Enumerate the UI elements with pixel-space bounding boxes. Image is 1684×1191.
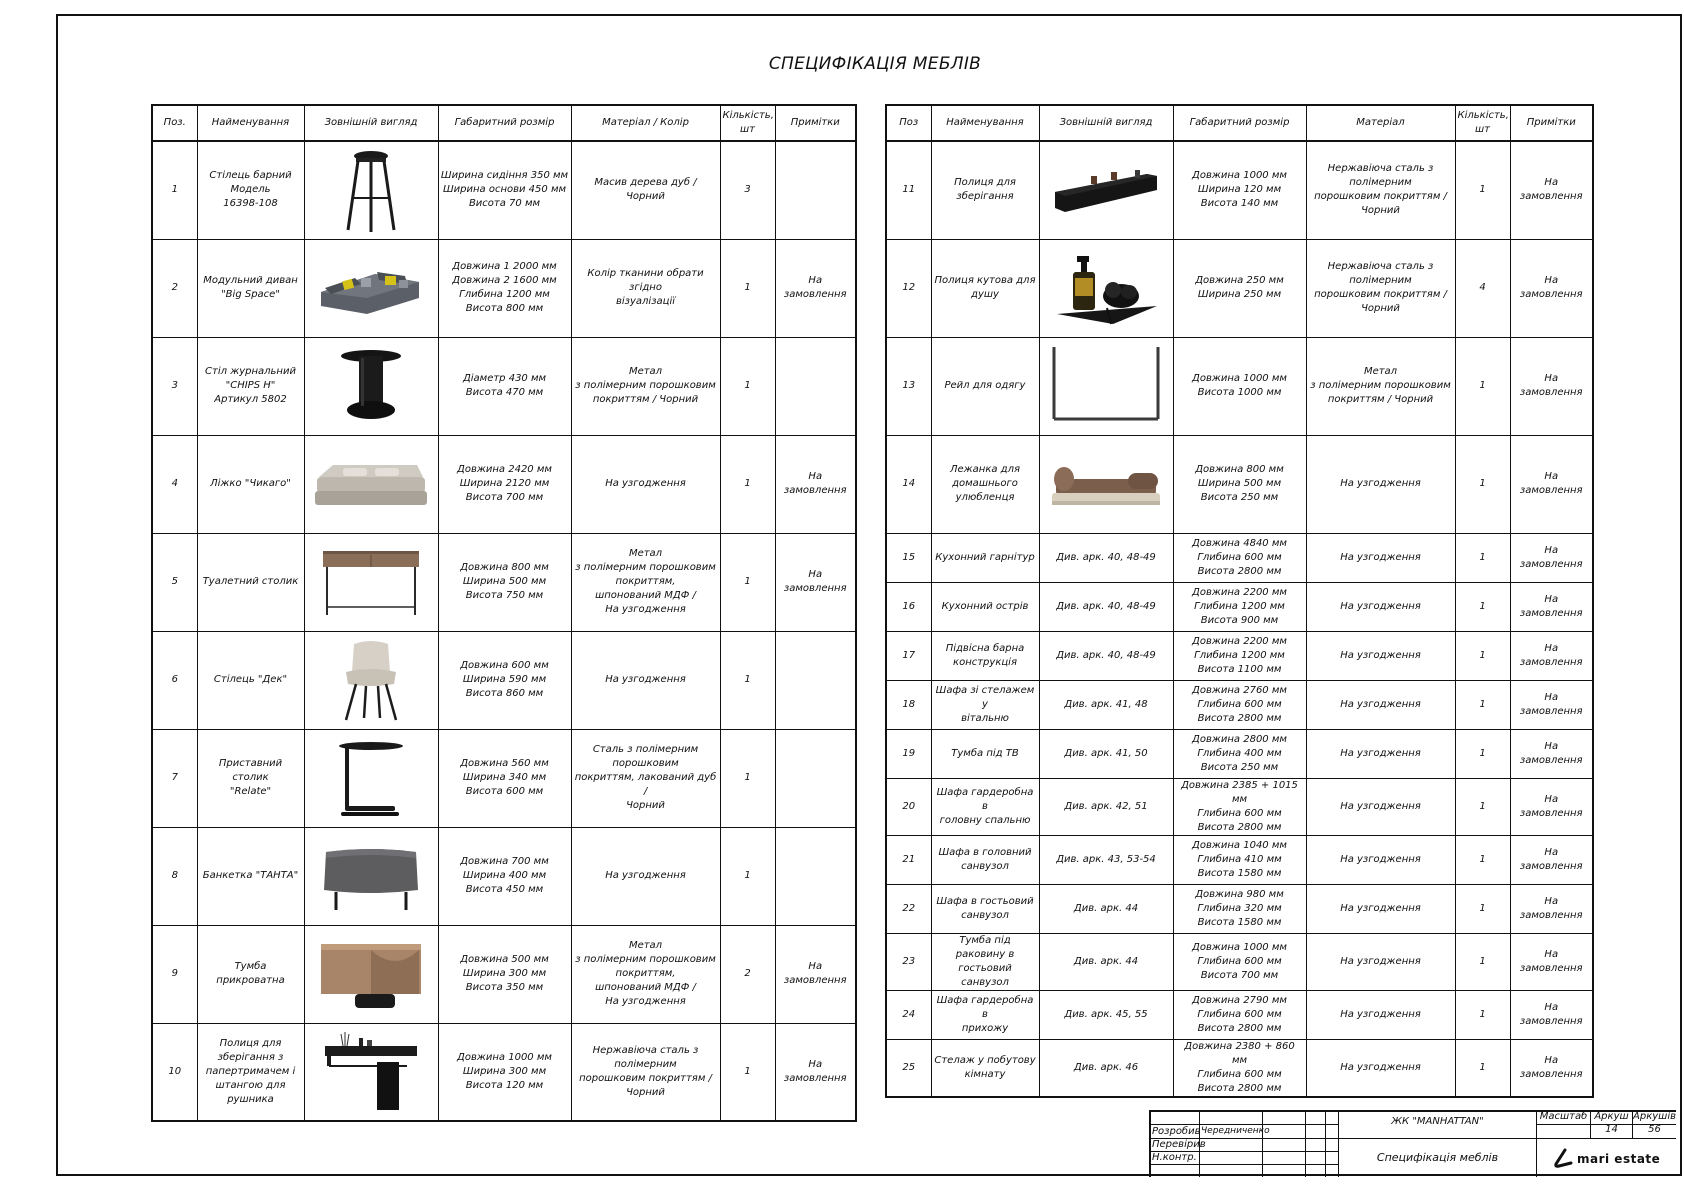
table-row — [152, 827, 856, 925]
column-header: Поз. — [152, 105, 197, 141]
drawing-title: Специфікація меблів — [1376, 1151, 1499, 1164]
column-header: Матеріал — [1306, 105, 1455, 141]
item-dimensions: Довжина 2200 мм Глибина 1200 мм Висота 900 мм — [1173, 582, 1306, 631]
item-dimensions: Довжина 2420 мм Ширина 2120 мм Висота 700 мм — [438, 435, 571, 533]
role-checker: Перевірив — [1152, 1139, 1206, 1150]
table-row — [886, 778, 1593, 835]
bench-illustration — [307, 840, 436, 912]
item-quantity: 1 — [720, 631, 775, 729]
item-material: На узгодження — [1306, 582, 1455, 631]
item-name: Тумба під раковину в гостьовий санвузол — [931, 933, 1039, 990]
chair-illustration — [307, 638, 436, 722]
table-row — [886, 533, 1593, 582]
item-material: На узгодження — [1306, 729, 1455, 778]
table-row — [886, 337, 1593, 435]
column-header: Кількість, шт — [1455, 105, 1510, 141]
item-name: Кухонний острів — [931, 582, 1039, 631]
table-row — [886, 631, 1593, 680]
item-material: Колір тканини обрати згідно візуалізації — [571, 239, 720, 337]
item-note — [775, 141, 856, 239]
item-image — [304, 827, 438, 925]
title-block — [1149, 1110, 1676, 1177]
item-quantity: 1 — [720, 239, 775, 337]
item-quantity: 1 — [720, 1023, 775, 1121]
item-image — [304, 533, 438, 631]
item-note: На замовлення — [1510, 778, 1593, 835]
item-note: На замовлення — [1510, 141, 1593, 239]
item-note: На замовлення — [1510, 533, 1593, 582]
item-quantity: 1 — [1455, 582, 1510, 631]
table-row — [886, 729, 1593, 778]
column-header: Габаритний розмір — [438, 105, 571, 141]
item-view-reference: Див. арк. 41, 50 — [1039, 729, 1173, 778]
row-position: 18 — [886, 680, 931, 729]
table-row — [886, 933, 1593, 990]
table-row — [152, 1023, 856, 1121]
item-dimensions: Довжина 2760 мм Глибина 600 мм Висота 2800 мм — [1173, 680, 1306, 729]
item-quantity: 1 — [1455, 141, 1510, 239]
row-position: 17 — [886, 631, 931, 680]
item-note: На замовлення — [1510, 680, 1593, 729]
item-view-reference: Див. арк. 46 — [1039, 1039, 1173, 1097]
project-name: ЖК "MANHATTAN" — [1391, 1116, 1484, 1127]
item-quantity: 1 — [720, 827, 775, 925]
item-material: На узгодження — [1306, 1039, 1455, 1097]
row-position: 16 — [886, 582, 931, 631]
item-note: На замовлення — [1510, 337, 1593, 435]
item-note — [775, 337, 856, 435]
item-note: На замовлення — [1510, 835, 1593, 884]
item-material: Метал з полімерним порошковим покриттям, шпонований МДФ / На узгодження — [571, 533, 720, 631]
sheet-number: 14 — [1605, 1124, 1618, 1135]
column-header: Примітки — [775, 105, 856, 141]
side-table-illustration — [307, 738, 436, 818]
row-position: 20 — [886, 778, 931, 835]
item-dimensions: Довжина 980 мм Глибина 320 мм Висота 1580 мм — [1173, 884, 1306, 933]
item-quantity: 1 — [720, 435, 775, 533]
item-view-reference: Див. арк. 42, 51 — [1039, 778, 1173, 835]
row-position: 5 — [152, 533, 197, 631]
item-dimensions: Довжина 1 2000 мм Довжина 2 1600 мм Глибина 1200 мм Висота 800 мм — [438, 239, 571, 337]
item-material: На узгодження — [1306, 835, 1455, 884]
table-row — [886, 435, 1593, 533]
item-material: На узгодження — [571, 435, 720, 533]
item-name: Шафа зі стелажем у вітальню — [931, 680, 1039, 729]
item-dimensions: Ширина сидіння 350 мм Ширина основи 450 мм Висота 70 мм — [438, 141, 571, 239]
row-position: 2 — [152, 239, 197, 337]
item-quantity: 1 — [1455, 729, 1510, 778]
pet-bed-illustration — [1042, 459, 1171, 509]
row-position: 24 — [886, 990, 931, 1039]
item-quantity: 1 — [1455, 680, 1510, 729]
item-material: На узгодження — [1306, 631, 1455, 680]
column-header: Поз — [886, 105, 931, 141]
item-name: Модульний диван "Big Space" — [197, 239, 304, 337]
item-note: На замовлення — [1510, 582, 1593, 631]
item-material: На узгодження — [1306, 990, 1455, 1039]
item-quantity: 1 — [1455, 835, 1510, 884]
item-quantity: 1 — [1455, 435, 1510, 533]
row-position: 1 — [152, 141, 197, 239]
item-note: На замовлення — [1510, 631, 1593, 680]
item-name: Ліжко "Чикаго" — [197, 435, 304, 533]
item-name: Приставний столик "Relate" — [197, 729, 304, 827]
table-row — [152, 533, 856, 631]
row-position: 25 — [886, 1039, 931, 1097]
column-header: Кількість, шт — [720, 105, 775, 141]
item-note: На замовлення — [775, 533, 856, 631]
column-header: Найменування — [197, 105, 304, 141]
item-quantity: 4 — [1455, 239, 1510, 337]
item-dimensions: Довжина 1040 мм Глибина 410 мм Висота 1580 мм — [1173, 835, 1306, 884]
item-view-reference: Див. арк. 45, 55 — [1039, 990, 1173, 1039]
item-quantity: 1 — [720, 533, 775, 631]
item-note: На замовлення — [1510, 239, 1593, 337]
item-material: Метал з полімерним порошковим покриттям, шпонований МДФ / На узгодження — [571, 925, 720, 1023]
table-row — [886, 884, 1593, 933]
row-position: 3 — [152, 337, 197, 435]
item-note: На замовлення — [775, 1023, 856, 1121]
row-position: 21 — [886, 835, 931, 884]
item-material: Нержавіюча сталь з полімерним порошковим покриттям / Чорний — [1306, 141, 1455, 239]
row-position: 23 — [886, 933, 931, 990]
nightstand-illustration — [307, 936, 436, 1012]
item-material: Нержавіюча сталь з полімерним порошковим покриттям / Чорний — [571, 1023, 720, 1121]
row-position: 15 — [886, 533, 931, 582]
item-dimensions: Довжина 250 мм Ширина 250 мм — [1173, 239, 1306, 337]
row-position: 13 — [886, 337, 931, 435]
row-position: 8 — [152, 827, 197, 925]
item-quantity: 1 — [1455, 933, 1510, 990]
item-dimensions: Довжина 700 мм Ширина 400 мм Висота 450 мм — [438, 827, 571, 925]
row-position: 11 — [886, 141, 931, 239]
item-material: На узгодження — [1306, 933, 1455, 990]
table-row — [886, 239, 1593, 337]
item-note: На замовлення — [775, 925, 856, 1023]
row-position: 12 — [886, 239, 931, 337]
item-image — [304, 1023, 438, 1121]
item-image — [304, 141, 438, 239]
item-name: Банкетка "ТАНТА" — [197, 827, 304, 925]
furniture-spec-table-left — [151, 104, 857, 1122]
page-title: СПЕЦИФІКАЦІЯ МЕБЛІВ — [768, 54, 982, 74]
coffee-table-illustration — [307, 348, 436, 424]
item-material: Метал з полімерним порошковим покриттям / Чорний — [1306, 337, 1455, 435]
scale-label: Масштаб — [1539, 1111, 1588, 1122]
item-note — [775, 729, 856, 827]
item-dimensions: Довжина 1000 мм Ширина 300 мм Висота 120 мм — [438, 1023, 571, 1121]
item-dimensions: Довжина 800 мм Ширина 500 мм Висота 750 мм — [438, 533, 571, 631]
item-material: На узгодження — [1306, 778, 1455, 835]
item-image — [304, 729, 438, 827]
item-name: Кухонний гарнітур — [931, 533, 1039, 582]
item-view-reference: Див. арк. 40, 48-49 — [1039, 631, 1173, 680]
item-name: Полиця для зберігання — [931, 141, 1039, 239]
table-row — [152, 631, 856, 729]
item-material: На узгодження — [1306, 533, 1455, 582]
item-quantity: 1 — [1455, 631, 1510, 680]
item-note: На замовлення — [1510, 990, 1593, 1039]
item-note — [775, 631, 856, 729]
item-quantity: 1 — [720, 337, 775, 435]
item-material: На узгодження — [571, 631, 720, 729]
item-name: Тумба під ТВ — [931, 729, 1039, 778]
item-quantity: 1 — [1455, 1039, 1510, 1097]
logo-icon — [1551, 1148, 1575, 1170]
sheets-total: 56 — [1648, 1124, 1661, 1135]
item-view-reference: Див. арк. 40, 48-49 — [1039, 533, 1173, 582]
table-row — [152, 141, 856, 239]
clothes-rail-illustration — [1042, 343, 1171, 429]
item-material: Сталь з полімерним порошковим покриттям, лакований дуб / Чорний — [571, 729, 720, 827]
item-name: Стелаж у побутову кімнату — [931, 1039, 1039, 1097]
item-quantity: 1 — [1455, 884, 1510, 933]
table-row — [886, 990, 1593, 1039]
item-dimensions: Довжина 1000 мм Висота 1000 мм — [1173, 337, 1306, 435]
table-row — [886, 1039, 1593, 1097]
table-row — [152, 729, 856, 827]
item-image — [304, 435, 438, 533]
table-row — [886, 141, 1593, 239]
row-position: 22 — [886, 884, 931, 933]
table-row — [152, 435, 856, 533]
item-dimensions: Довжина 2200 мм Глибина 1200 мм Висота 1100 мм — [1173, 631, 1306, 680]
table-row — [152, 239, 856, 337]
item-note: На замовлення — [1510, 884, 1593, 933]
corner-shelf-illustration — [1042, 248, 1171, 328]
item-name: Шафа гардеробна в головну спальню — [931, 778, 1039, 835]
sheets-label: Аркушів — [1633, 1111, 1676, 1122]
item-image — [304, 631, 438, 729]
wall-shelf-illustration — [1042, 162, 1171, 218]
item-dimensions: Довжина 800 мм Ширина 500 мм Висота 250 мм — [1173, 435, 1306, 533]
item-image — [304, 239, 438, 337]
item-quantity: 1 — [1455, 337, 1510, 435]
item-material: Масив дерева дуб / Чорний — [571, 141, 720, 239]
row-position: 4 — [152, 435, 197, 533]
item-quantity: 1 — [1455, 533, 1510, 582]
modular-sofa-illustration — [307, 258, 436, 318]
column-header: Примітки — [1510, 105, 1593, 141]
item-dimensions: Довжина 2385 + 1015 мм Глибина 600 мм Висота 2800 мм — [1173, 778, 1306, 835]
item-note: На замовлення — [1510, 729, 1593, 778]
table-row — [886, 835, 1593, 884]
role-norm-control: Н.контр. — [1152, 1152, 1197, 1163]
item-note: На замовлення — [775, 435, 856, 533]
item-dimensions: Довжина 2800 мм Глибина 400 мм Висота 250 мм — [1173, 729, 1306, 778]
item-dimensions: Довжина 1000 мм Ширина 120 мм Висота 140 мм — [1173, 141, 1306, 239]
item-name: Туалетний столик — [197, 533, 304, 631]
item-dimensions: Довжина 2380 + 860 мм Глибина 600 мм Висота 2800 мм — [1173, 1039, 1306, 1097]
item-name: Стілець "Дек" — [197, 631, 304, 729]
column-header: Зовнішній вигляд — [1039, 105, 1173, 141]
item-image — [304, 925, 438, 1023]
item-view-reference: Див. арк. 41, 48 — [1039, 680, 1173, 729]
item-name: Лежанка для домашнього улюбленця — [931, 435, 1039, 533]
storage-shelf-towel-illustration — [307, 1032, 436, 1112]
furniture-spec-table-right — [885, 104, 1594, 1098]
item-dimensions: Діаметр 430 мм Висота 470 мм — [438, 337, 571, 435]
item-name: Шафа в гостьовий санвузол — [931, 884, 1039, 933]
column-header: Зовнішній вигляд — [304, 105, 438, 141]
sheet-label: Аркуш — [1594, 1111, 1629, 1122]
item-name: Підвісна барна конструкція — [931, 631, 1039, 680]
row-position: 6 — [152, 631, 197, 729]
item-name: Шафа в головний санвузол — [931, 835, 1039, 884]
item-quantity: 3 — [720, 141, 775, 239]
item-note: На замовлення — [1510, 933, 1593, 990]
item-view-reference: Див. арк. 44 — [1039, 884, 1173, 933]
item-image — [1039, 337, 1173, 435]
item-note: На замовлення — [775, 239, 856, 337]
item-image — [1039, 239, 1173, 337]
item-quantity: 1 — [1455, 778, 1510, 835]
item-view-reference: Див. арк. 43, 53-54 — [1039, 835, 1173, 884]
column-header: Найменування — [931, 105, 1039, 141]
item-name: Полиця для зберігання з папертримачем і штангою для рушника — [197, 1023, 304, 1121]
item-name: Рейл для одягу — [931, 337, 1039, 435]
item-quantity: 1 — [720, 729, 775, 827]
item-dimensions: Довжина 2790 мм Глибина 600 мм Висота 2800 мм — [1173, 990, 1306, 1039]
item-quantity: 2 — [720, 925, 775, 1023]
item-quantity: 1 — [1455, 990, 1510, 1039]
row-position: 7 — [152, 729, 197, 827]
item-name: Стілець барний Модель 16398-108 — [197, 141, 304, 239]
item-material: На узгодження — [571, 827, 720, 925]
table-row — [886, 582, 1593, 631]
table-row — [152, 925, 856, 1023]
item-material: Нержавіюча сталь з полімерним порошковим покриттям / Чорний — [1306, 239, 1455, 337]
item-name: Стіл журнальний "CHIPS H" Артикул 5802 — [197, 337, 304, 435]
item-name: Полиця кутова для душу — [931, 239, 1039, 337]
item-material: На узгодження — [1306, 680, 1455, 729]
bar-stool-illustration — [307, 148, 436, 232]
item-note: На замовлення — [1510, 1039, 1593, 1097]
developer-name: Чередниченко — [1201, 1126, 1270, 1136]
item-dimensions: Довжина 1000 мм Глибина 600 мм Висота 700 мм — [1173, 933, 1306, 990]
item-view-reference: Див. арк. 44 — [1039, 933, 1173, 990]
item-note — [775, 827, 856, 925]
item-name: Шафа гардеробна в прихожу — [931, 990, 1039, 1039]
role-developer: Розробив — [1152, 1126, 1201, 1137]
company-name: mari estate — [1577, 1152, 1661, 1166]
item-image — [1039, 435, 1173, 533]
column-header: Матеріал / Колір — [571, 105, 720, 141]
dressing-table-illustration — [307, 547, 436, 617]
item-dimensions: Довжина 560 мм Ширина 340 мм Висота 600 мм — [438, 729, 571, 827]
item-material: На узгодження — [1306, 884, 1455, 933]
table-row — [152, 337, 856, 435]
item-dimensions: Довжина 4840 мм Глибина 600 мм Висота 2800 мм — [1173, 533, 1306, 582]
item-name: Тумба прикроватна — [197, 925, 304, 1023]
row-position: 10 — [152, 1023, 197, 1121]
item-material: Метал з полімерним порошковим покриттям / Чорний — [571, 337, 720, 435]
row-position: 14 — [886, 435, 931, 533]
item-note: На замовлення — [1510, 435, 1593, 533]
row-position: 9 — [152, 925, 197, 1023]
item-material: На узгодження — [1306, 435, 1455, 533]
column-header: Габаритний розмір — [1173, 105, 1306, 141]
item-dimensions: Довжина 500 мм Ширина 300 мм Висота 350 мм — [438, 925, 571, 1023]
row-position: 19 — [886, 729, 931, 778]
item-dimensions: Довжина 600 мм Ширина 590 мм Висота 860 мм — [438, 631, 571, 729]
bed-illustration — [307, 459, 436, 509]
table-row — [886, 680, 1593, 729]
item-image — [304, 337, 438, 435]
item-image — [1039, 141, 1173, 239]
item-view-reference: Див. арк. 40, 48-49 — [1039, 582, 1173, 631]
